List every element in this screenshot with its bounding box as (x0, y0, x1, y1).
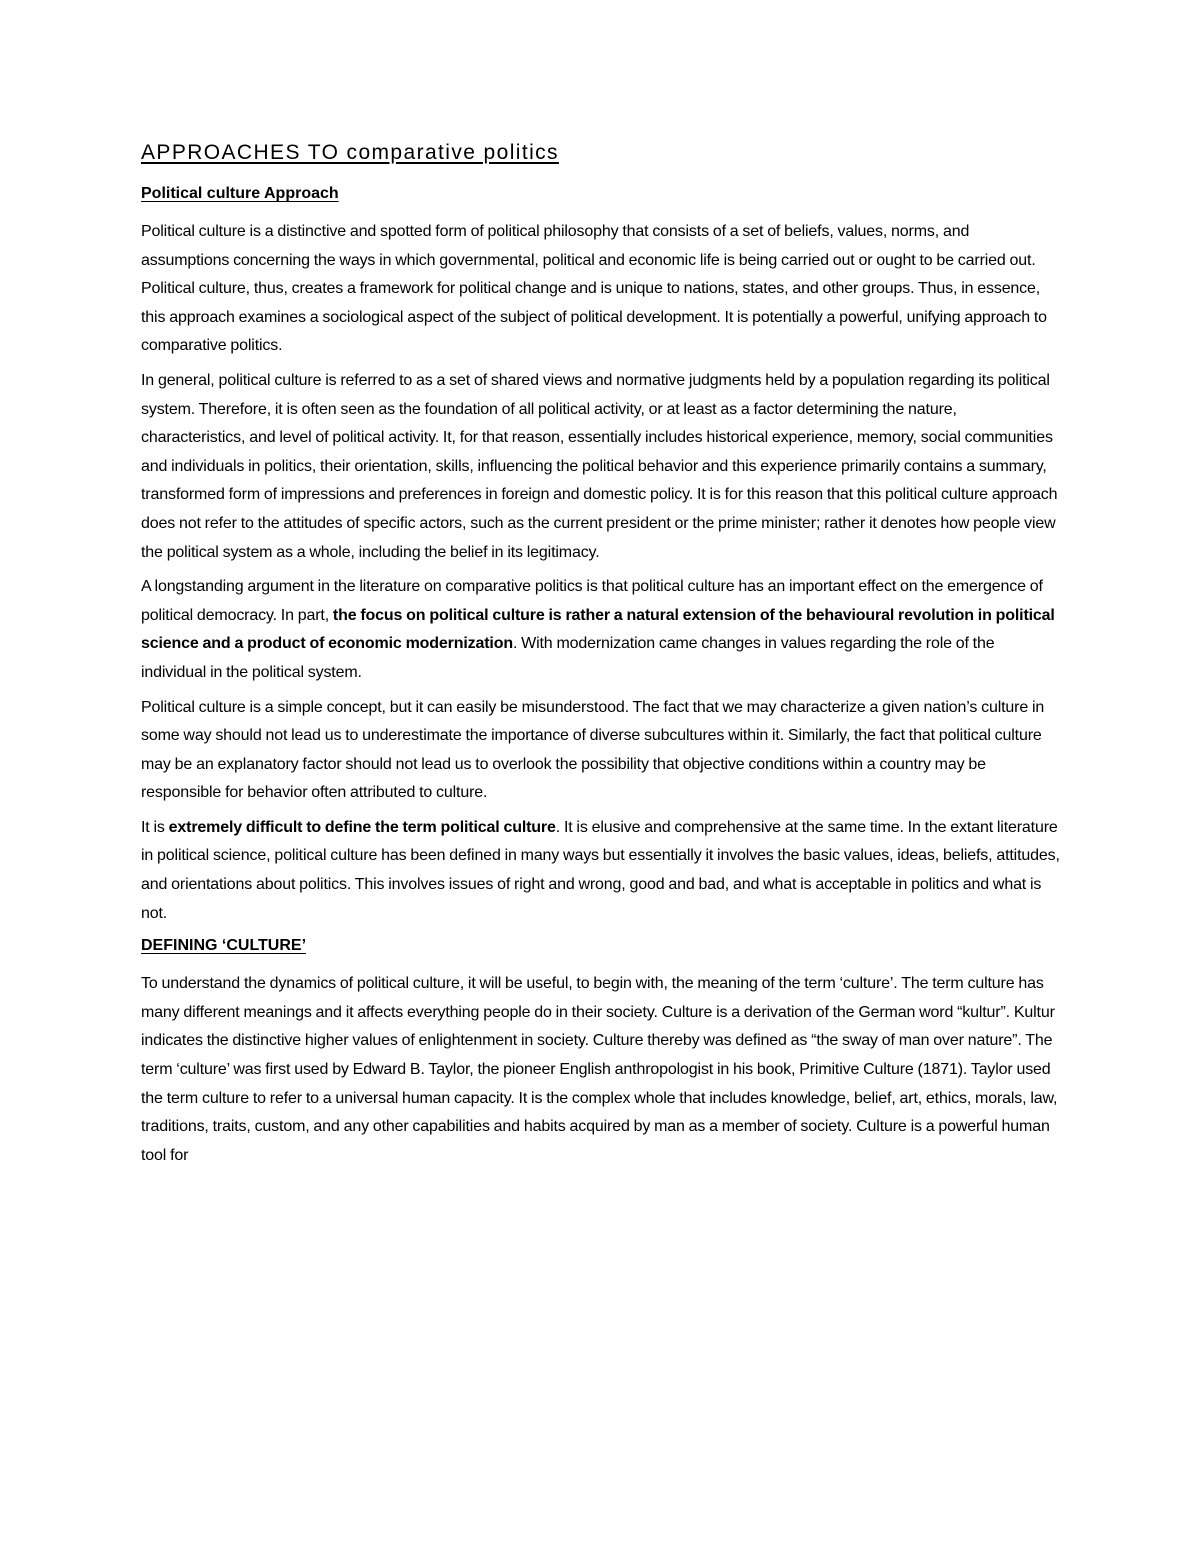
text-run: . It is elusive and comprehensive at the same time. In the extant literature in political science, political culture has been defined in many ways but essentially it involves the basic values, ideas, beliefs, attitudes, and orientations about politics. This involves issues of right and wrong, good and bad, and what is acceptable in politics and what is not. (141, 818, 1060, 922)
text-run: It is (141, 818, 169, 836)
bold-text-run: the focus on political culture is rather a natural extension of the behavioural revolution in political science and a product of economic modernization (141, 606, 1055, 653)
paragraph (141, 218, 1061, 361)
text-run: In general, political culture is referred to as a set of shared views and normative judgments held by a population regarding its political system. Therefore, it is often seen as the foundation of all political activity, or at least as a factor determining the nature, characteristics, and level of political activity. It, for that reason, essentially includes historical experience, memory, social communities and individuals in politics, their orientation, skills, influencing the political behavior and this experience primarily contains a summary, transformed form of impressions and preferences in foreign and domestic policy. It is for this reason that this political culture approach does not refer to the attitudes of specific actors, such as the current president or the prime minister; rather it denotes how people view the political system as a whole, including the belief in its legitimacy. (141, 371, 1058, 561)
document-title: APPROACHES TO comparative politics (141, 141, 559, 164)
text-run: Political culture is a distinctive and spotted form of political philosophy that consists of a set of beliefs, values, norms, and assumptions concerning the ways in which governmental, political and economic life is being carried out or ought to be carried out. Political culture, thus, creates a framework for political change and is unique to nations, states, and other groups. Thus, in essence, this approach examines a sociological aspect of the subject of political development. It is potentially a powerful, unifying approach to comparative politics. (141, 223, 1047, 355)
text-run: Political culture is a simple concept, but it can easily be misunderstood. The fact that we may characterize a given nation’s culture in some way should not lead us to underestimate the importance of diverse subcultures within it. Similarly, the fact that political culture may be an explanatory factor should not lead us to overlook the possibility that objective conditions within a country may be responsible for behavior often attributed to culture. (141, 698, 1045, 802)
paragraph (141, 814, 1061, 928)
section-heading: Political culture Approach (141, 185, 339, 202)
section-political-culture-approach (141, 182, 1061, 928)
text-run: To understand the dynamics of political culture, it will be useful, to begin with, the meaning of the term ‘culture’. The term culture has many different meanings and it affects everything people do in their society. Culture is a derivation of the German word “kultur”. Kultur indicates the distinctive higher values of enlightenment in society. Culture thereby was defined as “the sway of man over nature”. The term ‘culture’ was first used by Edward B. Taylor, the pioneer English anthropologist in his book, Primitive Culture (1871). Taylor used the term culture to refer to a universal human capacity. It is the complex whole that includes knowledge, belief, art, ethics, morals, law, traditions, traits, custom, and any other capabilities and habits acquired by man as a member of society. Culture is a powerful human tool for (141, 975, 1058, 1164)
section-defining-culture (141, 934, 1061, 1170)
paragraph (141, 367, 1061, 567)
paragraph (141, 573, 1061, 687)
text-run: . With modernization came changes in values regarding the role of the individual in the political system. (141, 635, 995, 681)
text-run: A longstanding argument in the literature on comparative politics is that political culture has an important effect on the emergence of political democracy. In part, (141, 578, 1043, 624)
bold-text-run: extremely difficult to define the term political culture (168, 818, 556, 836)
document-body (141, 138, 1061, 1176)
section-heading: DEFINING ‘CULTURE’ (141, 937, 307, 955)
paragraph (141, 694, 1061, 808)
paragraph (141, 970, 1061, 1170)
